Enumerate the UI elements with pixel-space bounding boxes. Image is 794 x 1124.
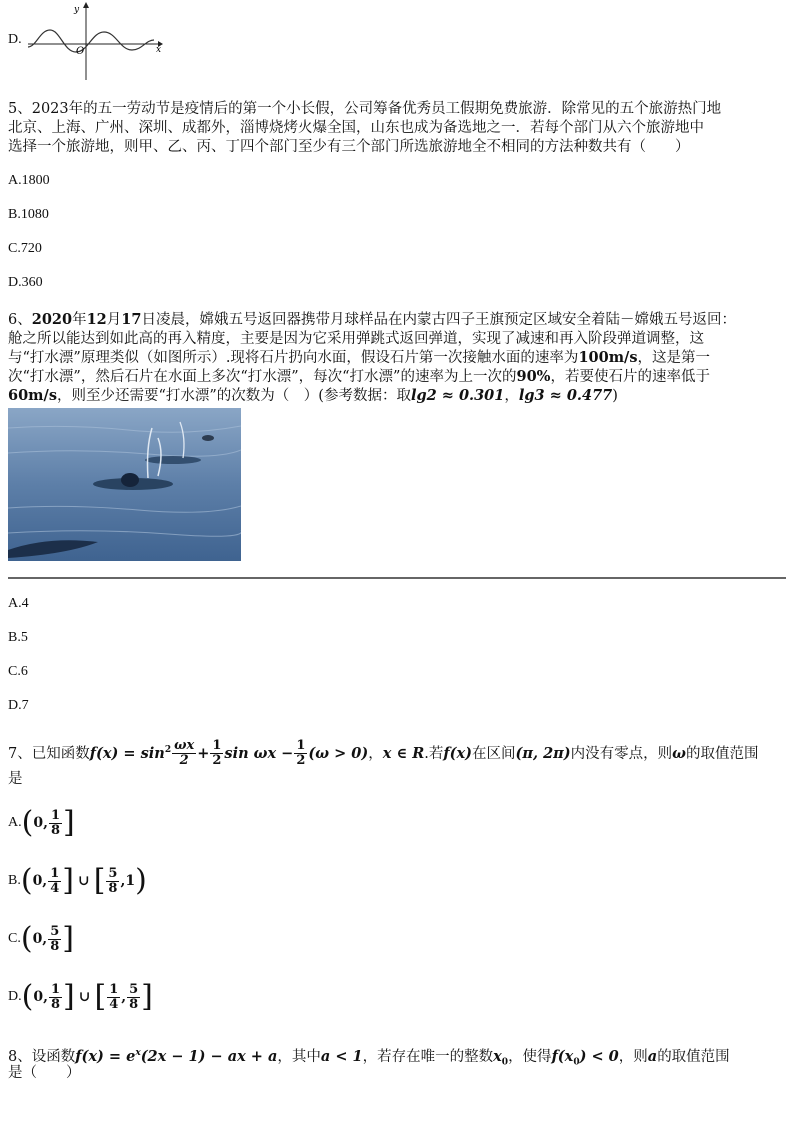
q7-option-a[interactable]: A.(0, $\frac{1}{8}$ ] xyxy=(8,805,75,840)
q8-line-1: 8、设函数$f(x) = e^x(2x - 1)$ − ax + a，其中a < 1，若存在唯一的整数$x_0$，使得$f(x_0) < 0$，则a的取值范围 xyxy=(8,1047,730,1068)
y-axis-arrow xyxy=(83,2,89,8)
q8-line-2: 是（ ） xyxy=(8,1065,81,1081)
q5-option-d[interactable]: D.360 xyxy=(8,275,43,290)
q5-line-2: 北京、上海、广州、深圳、成都外，淄博烧烤火爆全国，山东也成为备选地之一．若每个部门从六个旅游地中 xyxy=(8,120,704,136)
q6-line-5: 60m/s，则至少还需要“打水漂”的次数为（ ）(参考数据：取lg2 ≈ 0.301，lg3 ≈ 0.477) xyxy=(8,387,618,404)
q4-option-d[interactable] xyxy=(8,0,168,82)
q6-line-4: 次“打水漂”，然后石片在水面上多次“打水漂”，每次“打水漂”的速率为上一次的90%，若要使石片的速率低于 xyxy=(8,368,710,385)
y-axis-label: y xyxy=(74,5,80,15)
q7-option-b[interactable]: B.(0, $\frac{1}{4}$ ] ∪ [ $\frac{5}{8}$ ,1) xyxy=(8,863,147,898)
q7-line-2: 是 xyxy=(8,771,23,787)
q7-option-c[interactable]: C.(0, $\frac{5}{8}$ ] xyxy=(8,921,74,956)
q5-line-3: 选择一个旅游地，则甲、乙、丙、丁四个部门至少有三个部门所选旅游地全不相同的方法种数共有（ ） xyxy=(8,139,690,155)
splash-ripple-1 xyxy=(145,456,201,464)
q6-option-d[interactable]: D.7 xyxy=(8,698,29,713)
q7-line-1: 7、已知函数$f(x) = \sin^2$ $\frac{\omega x}{2}$ + $\frac{1}{2}$ sin ωx − $\frac{1}{2}$ (ω > 0)，x ∈ R.若f(x)在区间(π, 2π)内没有零点，则ω的取值范围 xyxy=(8,738,759,769)
sine-curve xyxy=(28,30,154,52)
q5-option-a[interactable]: A.1800 xyxy=(8,173,50,188)
origin-label: O xyxy=(76,46,85,57)
sine-graph xyxy=(26,0,166,82)
q6-line-2: 舱之所以能达到如此高的再入精度，主要是因为它采用弹跳式返回弹道，实现了减速和再入阶段弹道调整，这 xyxy=(8,331,704,347)
divider xyxy=(8,577,786,579)
q6-line-3: 与“打水漂”原理类似（如图所示）.现将石片扔向水面，假设石片第一次接触水面的速率为100m/s，这是第一 xyxy=(8,349,711,366)
stone-skipping-photo xyxy=(8,408,241,561)
small-stone xyxy=(202,435,214,441)
q5-option-b[interactable]: B.1080 xyxy=(8,207,49,222)
q6-option-a[interactable]: A.4 xyxy=(8,596,29,611)
q6-option-b[interactable]: B.5 xyxy=(8,630,28,645)
q5-line-1: 5、2023年的五一劳动节是疫情后的第一个小长假，公司筹备优秀员工假期免费旅游．除常见的五个旅游热门地 xyxy=(8,101,722,117)
x-axis-label: x xyxy=(156,45,162,55)
q6-line-1: 6、2020年12月17日凌晨，嫦娥五号返回器携带月球样品在内蒙古四子王旗预定区域安全着陆－嫦娥五号返回： xyxy=(8,311,736,328)
q4-option-d-label: D. xyxy=(8,32,22,47)
q7-option-d[interactable]: D.(0, $\frac{1}{8}$ ] ∪ [ $\frac{1}{4}$ , $\frac{5}{8}$ ] xyxy=(8,979,153,1014)
q5-option-c[interactable]: C.720 xyxy=(8,241,42,256)
stone xyxy=(121,473,139,487)
q6-option-c[interactable]: C.6 xyxy=(8,664,28,679)
